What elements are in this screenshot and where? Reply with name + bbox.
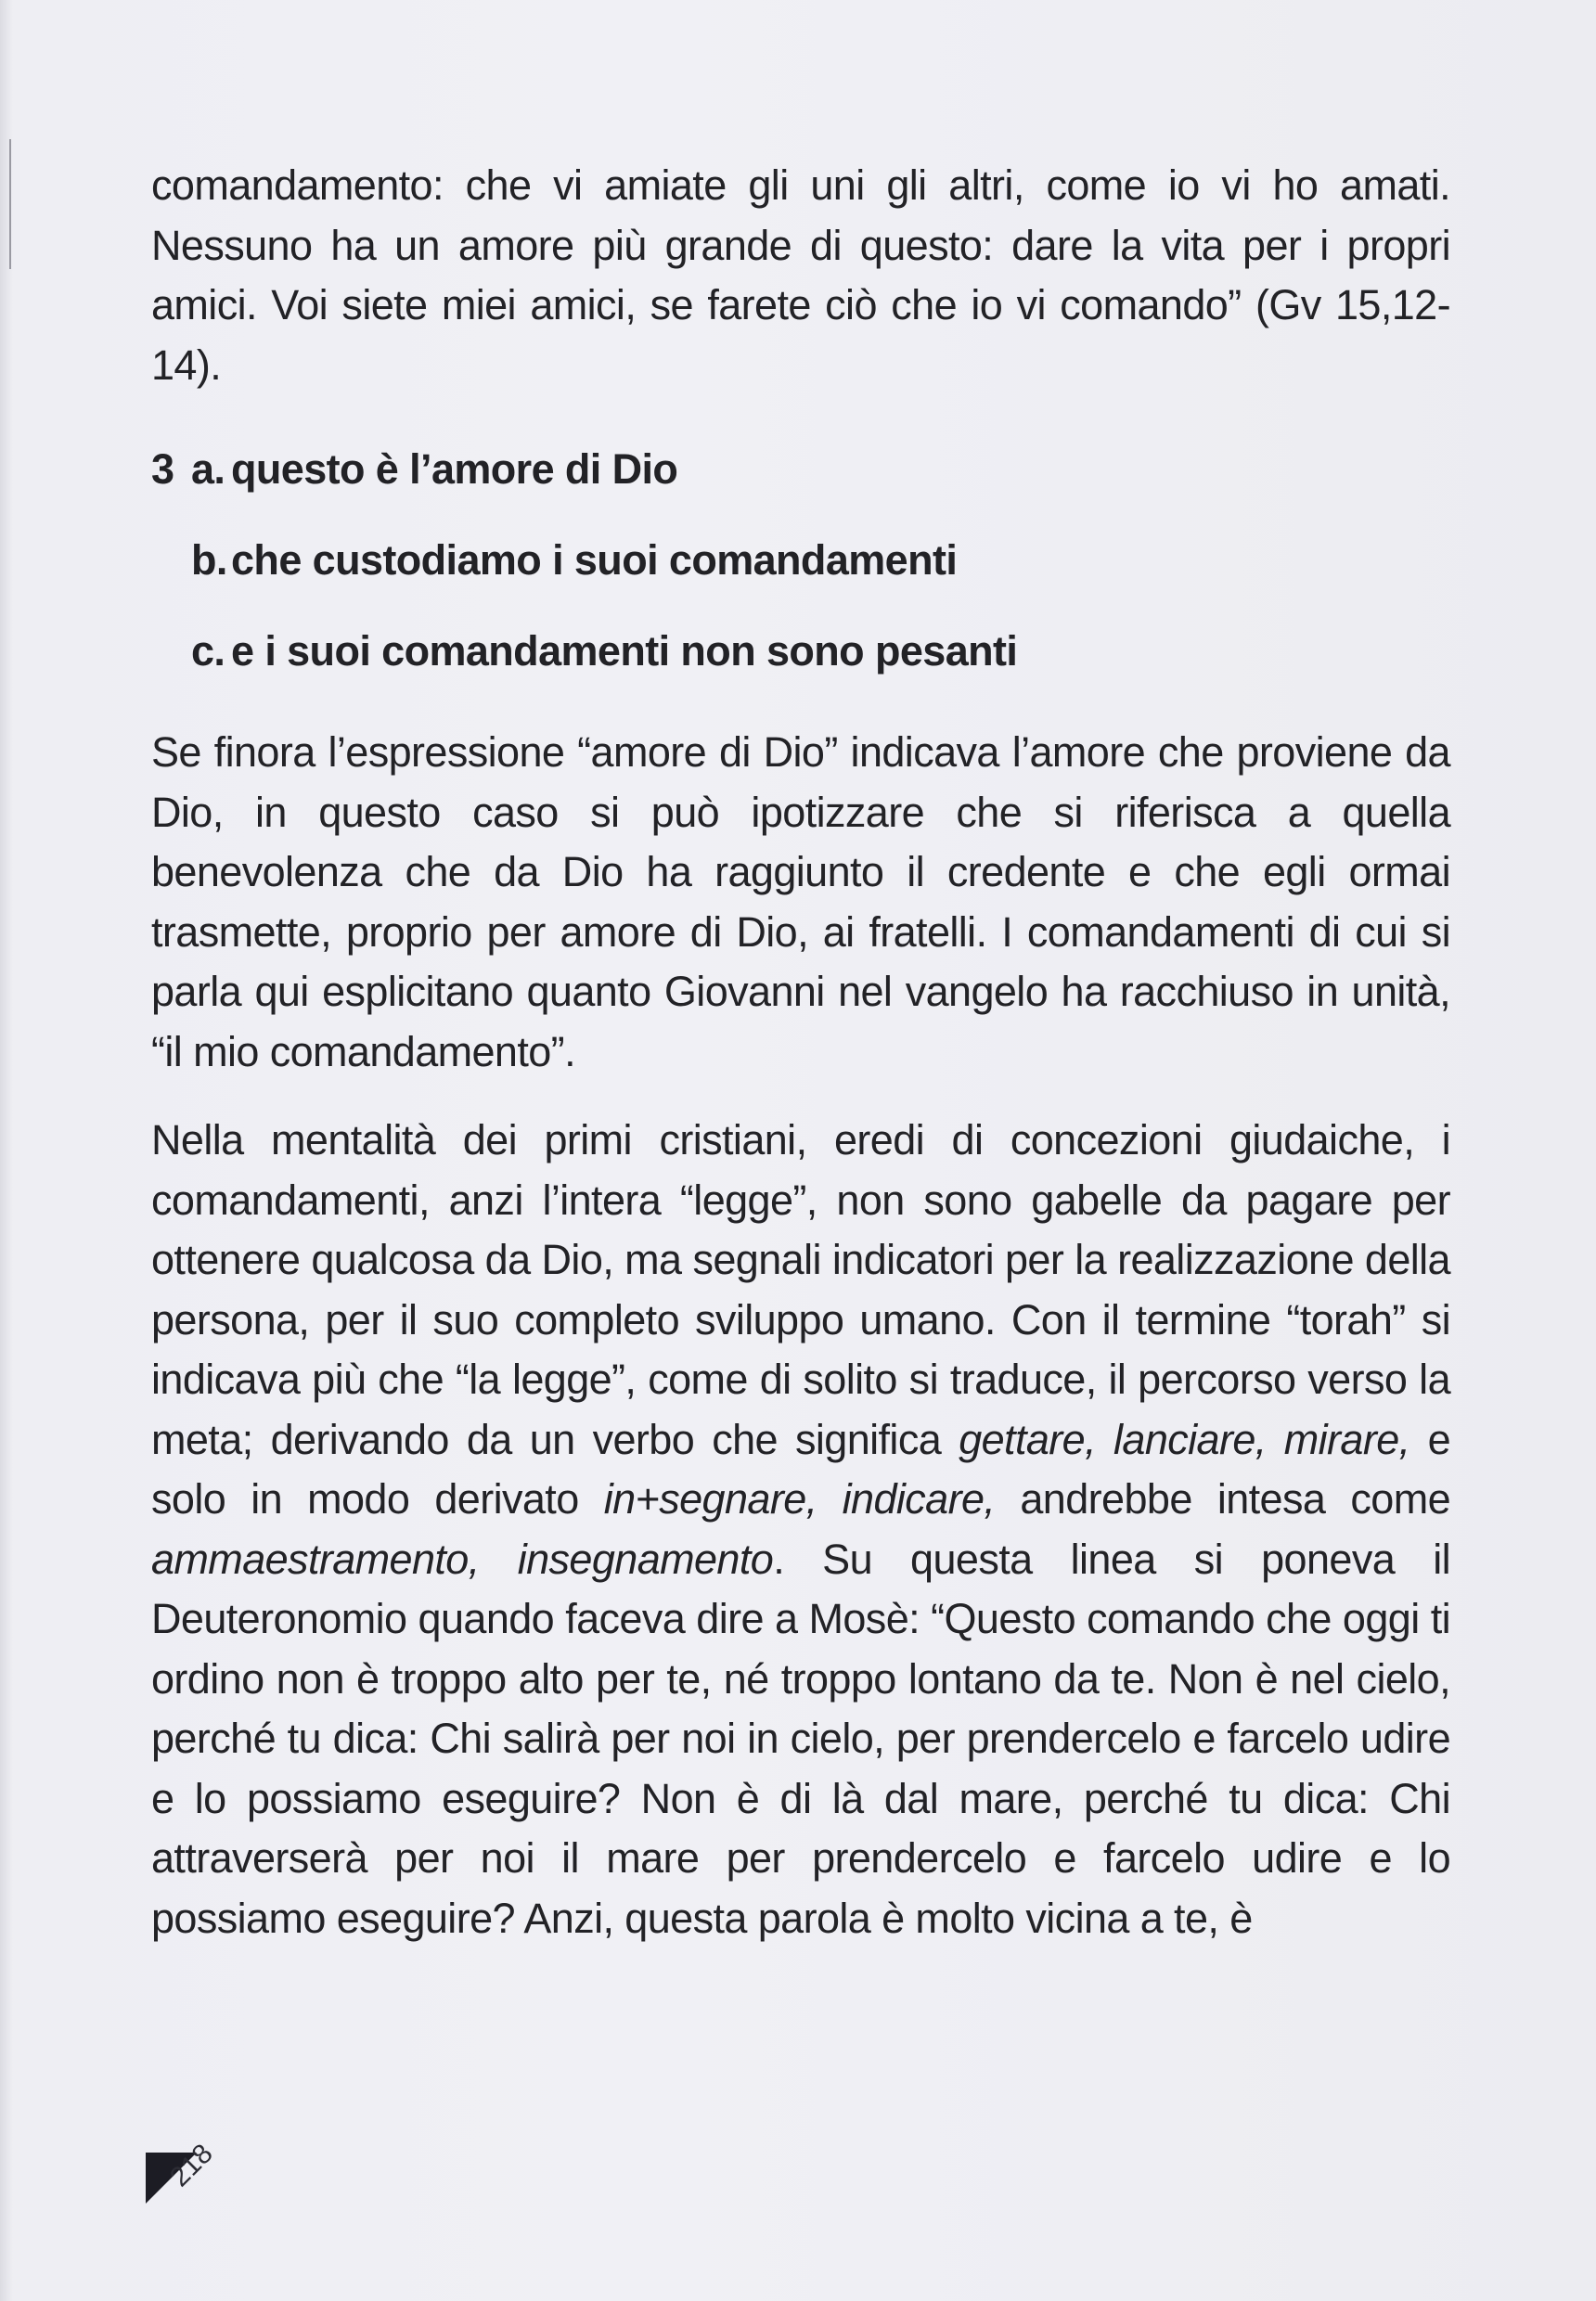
outline-letter: b. [191,536,227,584]
paragraph-commentary: Se finora l’espressione “amore di Dio” indicava l’amore che proviene da Dio, in questo caso si può ipotizzare che si riferisca a quella benevolenza che da Dio ha raggiunto il credente e che egli ormai trasmette, proprio per amore di Dio, ai fratelli. I comandamenti di cui si parla qui esplicitano quanto Giovanni nel vangelo ha racchiuso in unità, “il mio comandamento”. [151,728,1450,1075]
outline-text: questo è l’amore di Dio [231,445,678,493]
page-number: 218 [164,2138,219,2193]
outline-item-b [151,515,1450,606]
paragraph-text: . Su questa linea si poneva il Deuteronomio quando faceva dire a Mosè: “Questo comando che oggi ti ordino non è troppo alto per te, né troppo lontano da te. Non è nel cielo, perché tu dica: Chi salirà per noi in cielo, per prendercelo e farcelo udire e lo possiamo eseguire? Non è di là dal mare, perché tu dica: Chi attraverserà per noi il mare per prendercelo e farcelo udire e lo possiamo eseguire? Anzi, questa parola è molto vicina a te, è [151,1535,1450,1942]
paragraph-quote-end: comandamento: che vi amiate gli uni gli altri, come io vi ho amati. Nessuno ha un amore più grande di questo: dare la vita per i propri amici. Voi siete miei amici, se farete ciò che io vi comando” (Gv 15,12-14). [151,161,1450,389]
spine-edge [9,139,11,269]
outline-item-c [151,606,1450,697]
outline-text: che custodiamo i suoi comandamenti [231,536,958,584]
italic-terms: gettare, lanciare, mirare, [959,1415,1410,1463]
outline-letter: c. [191,627,225,675]
outline-list [151,424,1450,697]
paragraph-text: e solo in modo derivato [151,1415,1450,1523]
outline-letter: a. [191,445,225,493]
paragraph-text: andrebbe intesa come [995,1475,1451,1523]
outline-item-a [151,424,1450,515]
outline-text: e i suoi comandamenti non sono pesanti [231,627,1018,675]
paragraph-text: Nella mentalità dei primi cristiani, eredi di concezioni giudaiche, i comandamenti, anzi l’intera “legge”, non sono gabelle da pagare per ottenere qualcosa da Dio, ma segnali indicatori per la realizzazione della persona, per il suo completo sviluppo umano. Con il termine “torah” si indicava più che “la legge”, come di solito si traduce, il percorso verso la meta; derivando da un verbo che significa [151,1116,1450,1463]
outline-number: 3 [151,445,174,493]
italic-terms: ammaestramento, insegnamento [151,1535,774,1583]
text-block [151,156,1450,1948]
italic-terms: in+segnare, indicare, [603,1475,996,1523]
paragraph-torah [151,1111,1450,1948]
